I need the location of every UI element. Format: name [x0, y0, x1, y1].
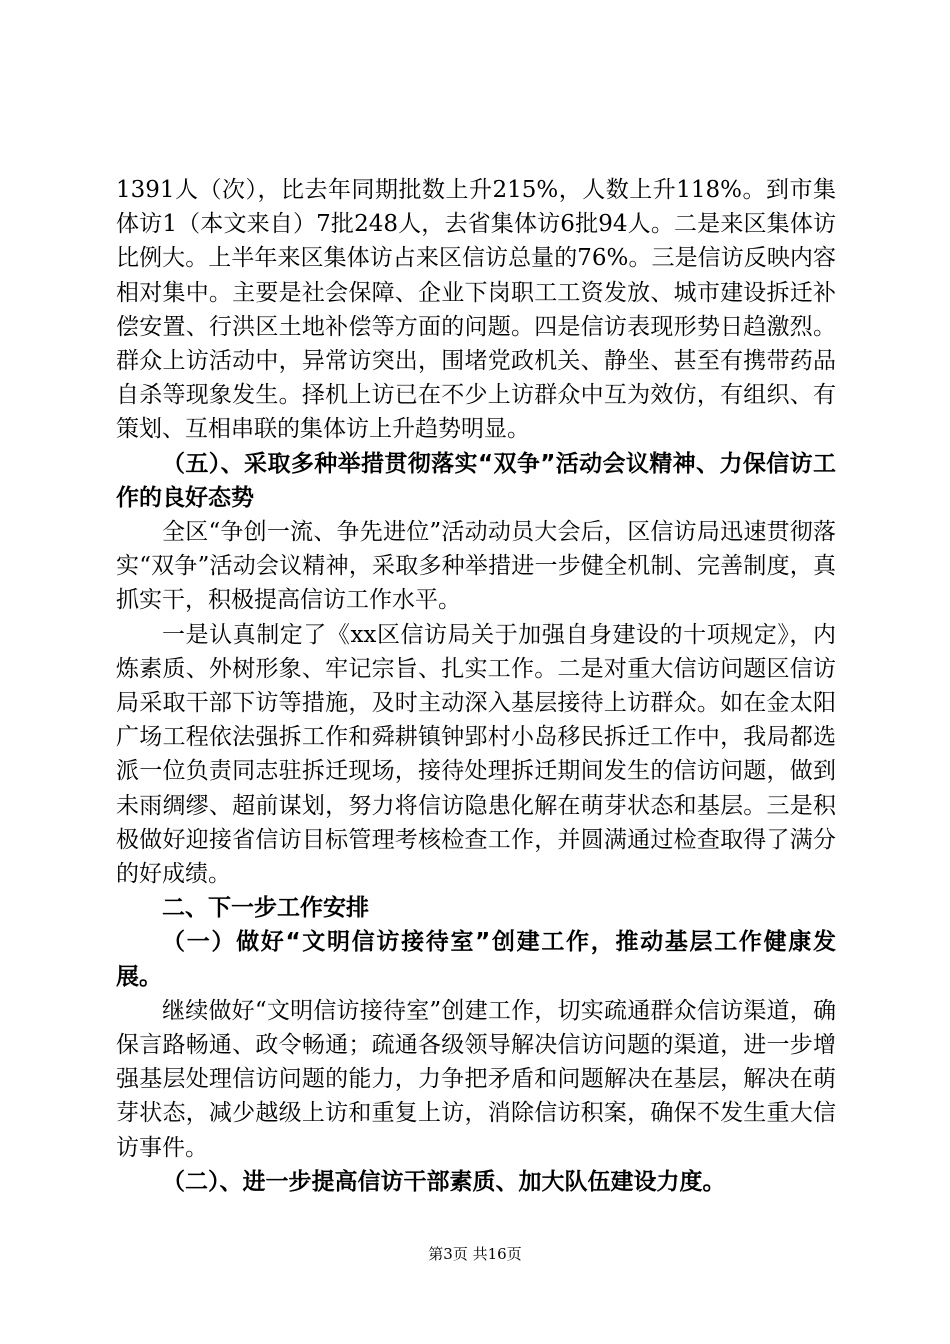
paragraph-mobilization: 全区“争创一流、争先进位”活动动员大会后，区信访局迅速贯彻落实“双争”活动会议精神，采取多种举措进一步健全机制、完善制度，真抓实干，积极提高信访工作水平。: [116, 519, 836, 614]
section-heading-two: （二）、进一步提高信访干部素质、加大队伍建设力度。: [162, 1168, 726, 1195]
page-number-footer: 第3页 共16页: [428, 1245, 522, 1263]
paragraph-measures: 一是认真制定了《xx区信访局关于加强自身建设的十项规定》，内炼素质、外树形象、牢记宗旨、扎实工作。二是对重大信访问题区信访局采取干部下访等措施，及时主动深入基层接待上访群众。如在金太阳广场工程依法强拆工作和舜耕镇钟郢村小岛移民拆迁工作中，我局都选派一位负责同志驻拆迁现场，接待处理拆迁期间发生的信访问题，做到未雨绸缪、超前谋划，努力将信访隐患化解在萌芽状态和基层。三是积极做好迎接省信访目标管理考核检查工作，并圆满通过检查取得了满分的好成绩。: [116, 621, 836, 888]
document-body: [116, 173, 836, 1199]
section-heading-next-steps: 二、下一步工作安排: [162, 895, 369, 922]
paragraph-reception-room: 继续做好“文明信访接待室”创建工作，切实疏通群众信访渠道，确保言路畅通、政令畅通；疏通各级领导解决信访问题的渠道，进一步增强基层处理信访问题的能力，力争把矛盾和问题解决在基层，解决在萌芽状态，减少越级上访和重复上访，消除信访积案，确保不发生重大信访事件。: [116, 997, 836, 1161]
section-heading-five: （五）、采取多种举措贯彻落实“双争”活动会议精神、力保信访工作的良好态势: [116, 450, 836, 511]
section-heading-one: （一）做好“文明信访接待室”创建工作，推动基层工作健康发展。: [116, 929, 836, 990]
paragraph-statistics: 1391人（次），比去年同期批数上升215%，人数上升118%。到市集体访1（本文来自）7批248人，去省集体访6批94人。二是来区集体访比例大。上半年来区集体访占来区信访总量的76%。三是信访反映内容相对集中。主要是社会保障、企业下岗职工工资发放、城市建设拆迁补偿安置、行洪区土地补偿等方面的问题。四是信访表现形势日趋激烈。群众上访活动中，异常访突出，围堵党政机关、静坐、甚至有携带药品自杀等现象发生。择机上访已在不少上访群众中互为效仿，有组织、有策划、互相串联的集体访上升趋势明显。: [116, 177, 836, 443]
